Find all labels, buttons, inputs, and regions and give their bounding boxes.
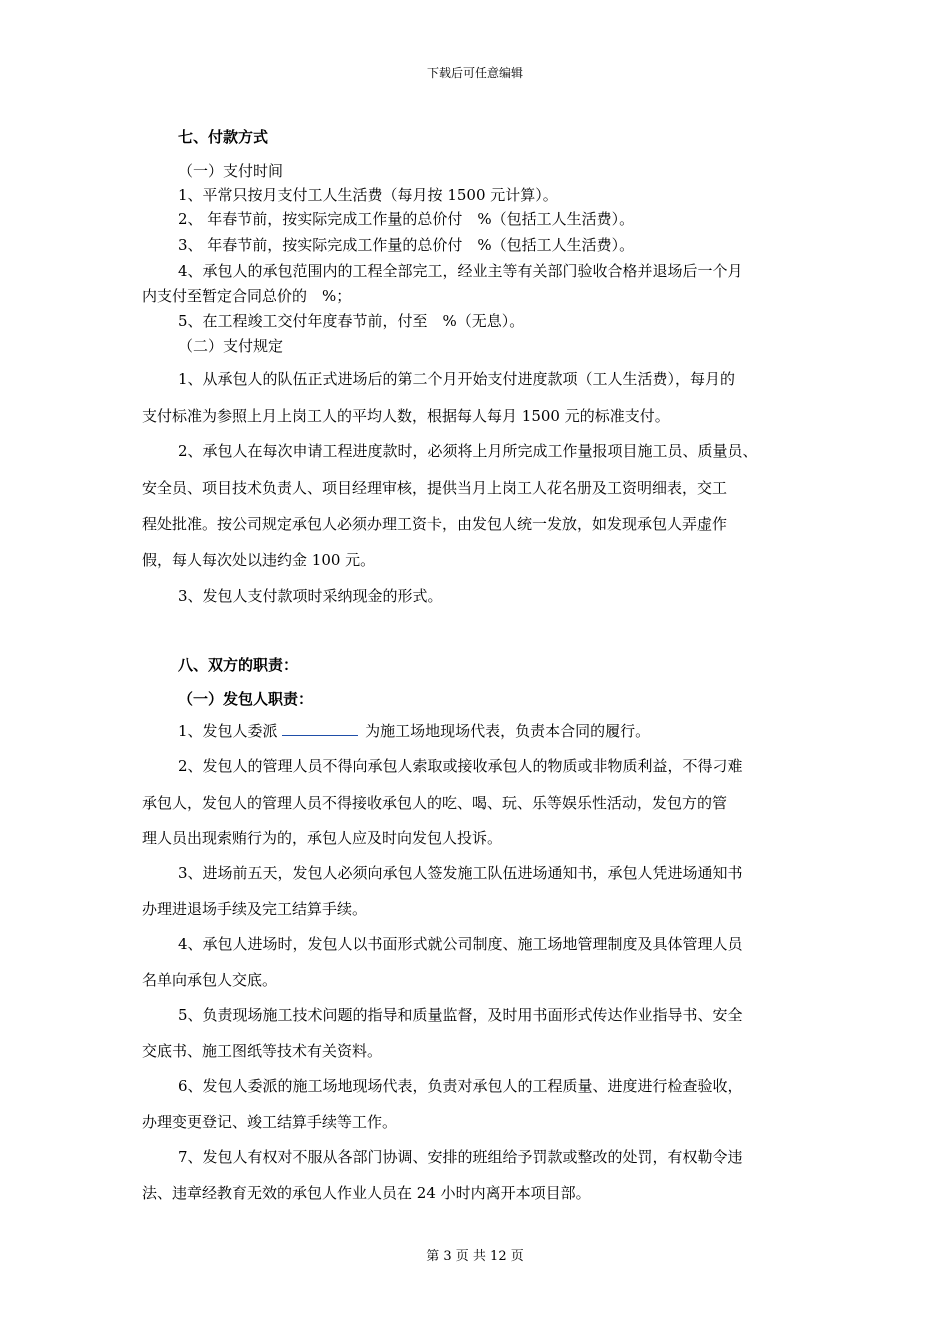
paragraph-line: 4、承包人进场时，发包人以书面形式就公司制度、施工场地管理制度及具体管理人员 <box>178 935 743 953</box>
item-1-suffix: 为施工场地现场代表，负责本合同的履行。 <box>365 722 651 740</box>
paragraph-line: 内支付至暂定合同总价的 %； <box>142 287 352 305</box>
section-8-title: 八、双方的职责： <box>178 656 299 674</box>
paragraph-line: 1、平常只按月支付工人生活费（每月按 1500 元计算）。 <box>178 186 558 204</box>
paragraph-line: 法、违章经教育无效的承包人作业人员在 24 小时内离开本项目部。 <box>142 1184 591 1202</box>
page-footer: 第 3 页 共 12 页 <box>426 1249 524 1264</box>
page-header: 下载后可任意编辑 <box>426 66 523 80</box>
section-7-title: 七、付款方式 <box>178 128 269 146</box>
paragraph-line: 交底书、施工图纸等技术有关资料。 <box>142 1042 383 1060</box>
paragraph-line: 3、进场前五天，发包人必须向承包人签发施工队伍进场通知书，承包人凭进场通知书 <box>178 864 743 882</box>
paragraph-line: 3、 年春节前，按实际完成工作量的总价付 %（包括工人生活费）。 <box>178 236 635 254</box>
section-7-subheading-1: （一）支付时间 <box>178 162 284 180</box>
section-8-subheading-1: （一）发包人职责： <box>178 690 314 708</box>
paragraph-line: 5、负责现场施工技术问题的指导和质量监督，及时用书面形式传达作业指导书、安全 <box>178 1006 743 1024</box>
paragraph-line: 假，每人每次处以违约金 100 元。 <box>142 551 376 569</box>
paragraph-line: 1、从承包人的队伍正式进场后的第二个月开始支付进度款项（工人生活费），每月的 <box>178 370 736 388</box>
paragraph-line: 支付标准为参照上月上岗工人的平均人数，根据每人每月 1500 元的标准支付。 <box>142 407 670 425</box>
paragraph-line: 安全员、项目技术负责人、项目经理审核，提供当月上岗工人花名册及工资明细表，交工 <box>142 479 728 497</box>
paragraph-line: 办理进退场手续及完工结算手续。 <box>142 900 368 918</box>
paragraph-line: 2、发包人的管理人员不得向承包人索取或接收承包人的物质或非物质利益，不得刁难 <box>178 757 743 775</box>
representative-blank-field <box>282 722 358 736</box>
section-7-subheading-2: （二）支付规定 <box>178 337 284 355</box>
paragraph-line: 3、发包人支付款项时采纳现金的形式。 <box>178 587 443 605</box>
paragraph-line: 5、在工程竣工交付年度春节前，付至 %（无息）。 <box>178 312 525 330</box>
paragraph-line: 理人员出现索贿行为的，承包人应及时向发包人投诉。 <box>142 829 503 847</box>
paragraph-line: 承包人，发包人的管理人员不得接收承包人的吃、喝、玩、乐等娱乐性活动，发包方的管 <box>142 794 728 812</box>
paragraph-line: 办理变更登记、竣工结算手续等工作。 <box>142 1113 398 1131</box>
paragraph-line: 6、发包人委派的施工场地现场代表，负责对承包人的工程质量、进度进行检查验收， <box>178 1077 743 1095</box>
paragraph-line: 2、承包人在每次申请工程进度款时，必须将上月所完成工作量报项目施工员、质量员、 <box>178 442 758 460</box>
item-1-prefix: 1、发包人委派 <box>178 722 278 740</box>
paragraph-line <box>178 720 858 741</box>
paragraph-line: 7、发包人有权对不服从各部门协调、安排的班组给予罚款或整改的处罚，有权勒令违 <box>178 1148 743 1166</box>
paragraph-line: 名单向承包人交底。 <box>142 971 278 989</box>
paragraph-line: 4、承包人的承包范围内的工程全部完工，经业主等有关部门验收合格并退场后一个月 <box>178 262 743 280</box>
paragraph-line: 程处批准。按公司规定承包人必须办理工资卡，由发包人统一发放，如发现承包人弄虚作 <box>142 515 728 533</box>
paragraph-line: 2、 年春节前，按实际完成工作量的总价付 %（包括工人生活费）。 <box>178 210 635 228</box>
